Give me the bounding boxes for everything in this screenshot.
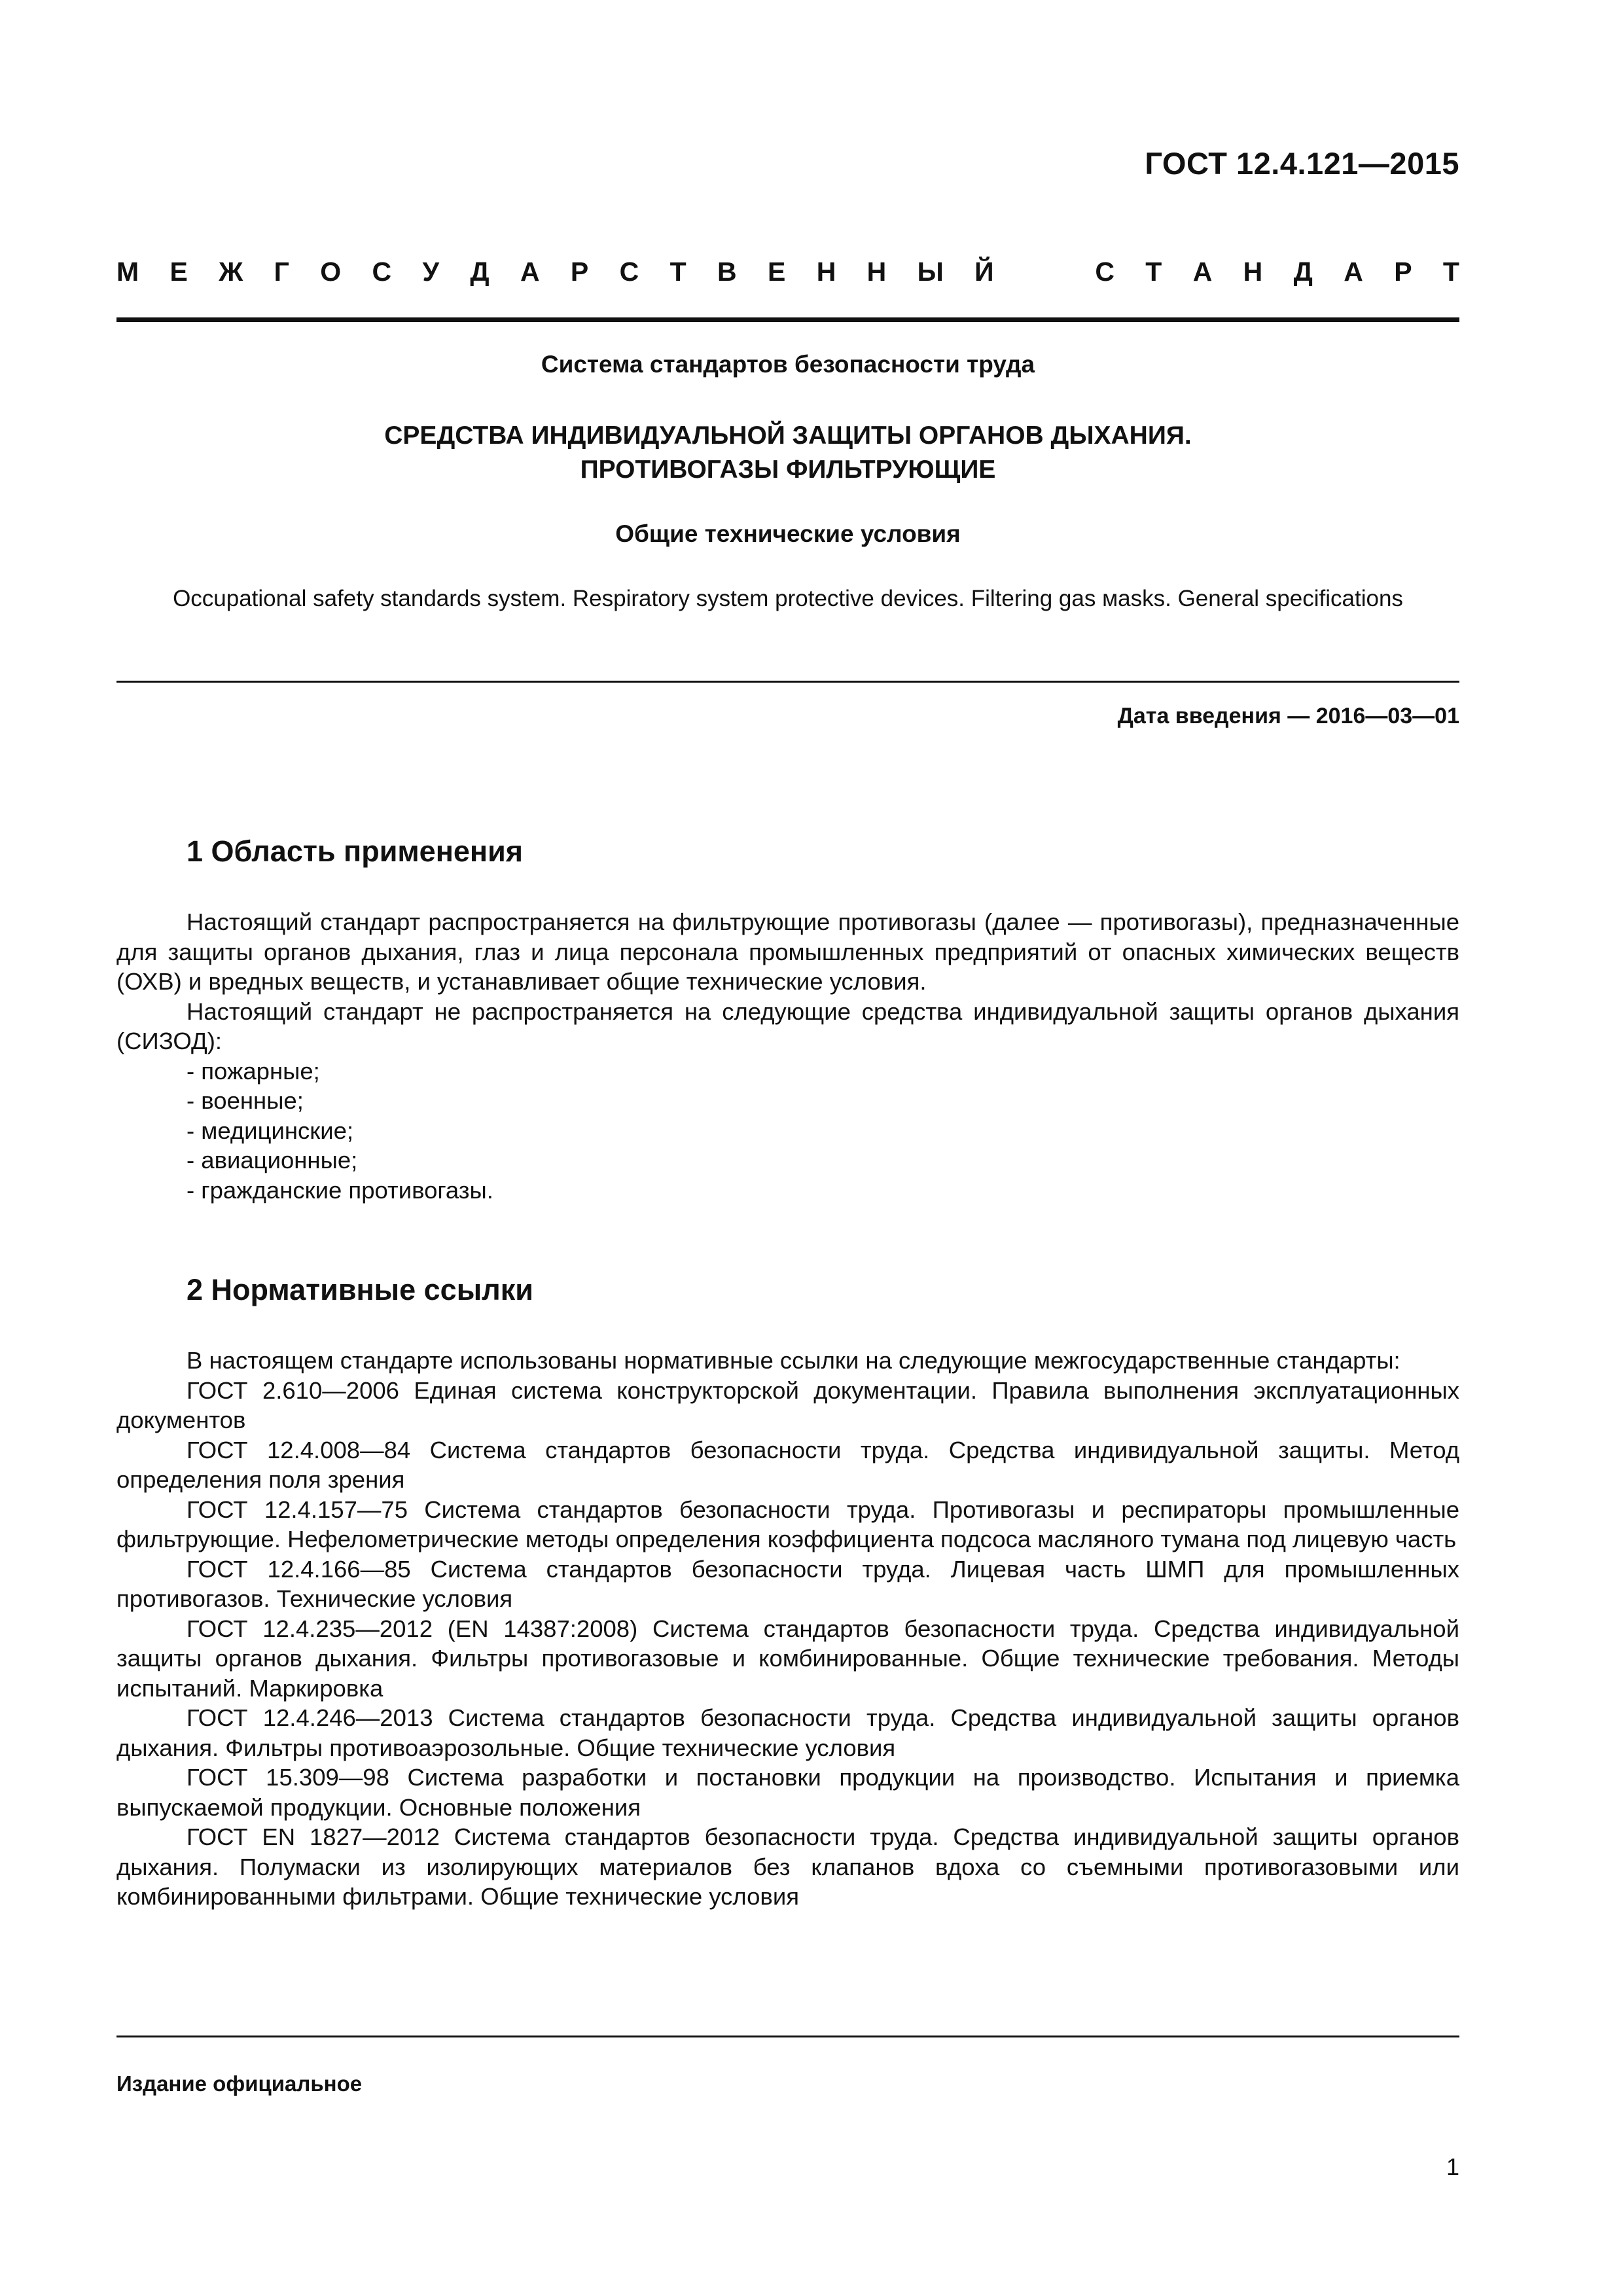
- standard-type-letter: А: [520, 257, 540, 287]
- standard-type-letter: Е: [767, 257, 786, 287]
- series-title: Система стандартов безопасности труда: [541, 351, 1035, 378]
- standard-type-letter: А: [1192, 257, 1213, 287]
- reference-item: ГОСТ 12.4.235—2012 (EN 14387:2008) Система стандартов безопасности труда. Средства индивидуальной защиты органов дыхания. Фильтры противогазовые и комбинированные. Общие технические требования. Методы испытаний. Маркировка: [116, 1615, 1459, 1702]
- standard-type-letter: С: [619, 257, 639, 287]
- list-item: - гражданские противогазы.: [187, 1175, 1459, 1206]
- standard-type-line: [116, 257, 1459, 287]
- header-rule: [116, 317, 1459, 322]
- list-item: - медицинские;: [187, 1116, 1459, 1146]
- section-1-paragraph: Настоящий стандарт не распространяется на следующие средства индивидуальной защиты органов дыхания (СИЗОД):: [116, 997, 1459, 1054]
- standard-type-letter: Й: [974, 257, 994, 287]
- standard-type-letter: А: [1344, 257, 1363, 287]
- standard-number: ГОСТ 12.4.121—2015: [1145, 146, 1459, 181]
- introduction-date: Дата введения — 2016—03—01: [1117, 704, 1459, 728]
- official-edition-label: Издание официальное: [116, 2072, 363, 2096]
- document-subtitle: Общие технические условия: [615, 520, 961, 547]
- section-2-body: [116, 1346, 1459, 1912]
- standard-type-letter: Ж: [219, 257, 243, 287]
- standard-type-letter: О: [320, 257, 342, 287]
- word-gap: [1025, 257, 1064, 287]
- standard-type-letter: Д: [1293, 257, 1313, 287]
- standard-type-letter: Д: [470, 257, 490, 287]
- list-item: - военные;: [187, 1086, 1459, 1116]
- standard-type-letter: Ы: [917, 257, 944, 287]
- english-title: Occupational safety standards system. Respiratory system protective devices. Filtering gas маsks. General specifications: [173, 586, 1403, 611]
- section-1-paragraph: Настоящий стандарт распространяется на фильтрующие противогазы (далее — противогазы), предназначенные для защиты органов дыхания, глаз и лица персонала промышленных предприятий от опасных химических веществ (ОХВ) и вредных веществ, и устанавливает общие технические условия.: [116, 908, 1459, 995]
- reference-item: ГОСТ 12.4.246—2013 Система стандартов безопасности труда. Средства индивидуальной защиты органов дыхания. Фильтры противоаэрозольные. Общие технические условия: [116, 1704, 1459, 1761]
- section-2-intro: В настоящем стандарте использованы нормативные ссылки на следующие межгосударственные стандарты:: [187, 1347, 1400, 1374]
- reference-item: ГОСТ EN 1827—2012 Система стандартов безопасности труда. Средства индивидуальной защиты органов дыхания. Полумаски из изолирующих материалов без клапанов вдоха со съемными противогазовыми или комбинированными фильтрами. Общие технические условия: [116, 1823, 1459, 1910]
- standard-type-letter: М: [116, 257, 139, 287]
- standard-type-letter: Г: [274, 257, 289, 287]
- section-1-body: [116, 907, 1459, 1205]
- reference-item: ГОСТ 12.4.157—75 Система стандартов безопасности труда. Противогазы и респираторы промышленные фильтрующие. Нефелометрические методы определения коэффициента подсоса масляного тумана под лицевую часть: [116, 1496, 1459, 1552]
- footer-rule: [116, 2036, 1459, 2037]
- standard-type-letter: Т: [1145, 257, 1162, 287]
- standard-type-letter: Е: [169, 257, 188, 287]
- standard-type-letter: Н: [816, 257, 836, 287]
- standard-type-letter: В: [717, 257, 737, 287]
- document-title: [116, 419, 1459, 487]
- standard-type-letter: С: [1095, 257, 1115, 287]
- standard-type-letter: Р: [1394, 257, 1412, 287]
- standard-type-letter: Т: [669, 257, 687, 287]
- standard-type-letter: Н: [866, 257, 887, 287]
- document-title-line-2: ПРОТИВОГАЗЫ ФИЛЬТРУЮЩИЕ: [580, 456, 996, 484]
- section-1-heading: 1 Область применения: [187, 834, 524, 868]
- standard-type-letter: С: [372, 257, 392, 287]
- standard-type-letter: Р: [570, 257, 589, 287]
- reference-item: ГОСТ 15.309—98 Система разработки и постановки продукции на производство. Испытания и приемка выпускаемой продукции. Основные положения: [116, 1764, 1459, 1821]
- document-title-line-1: СРЕДСТВА ИНДИВИДУАЛЬНОЙ ЗАЩИТЫ ОРГАНОВ ДЫХАНИЯ.: [384, 422, 1192, 450]
- list-item: - пожарные;: [187, 1056, 1459, 1086]
- exclusions-list: [116, 1056, 1459, 1206]
- standard-type-letter: Т: [1442, 257, 1459, 287]
- section-2-heading: 2 Нормативные ссылки: [187, 1273, 533, 1306]
- standard-type-letter: Н: [1243, 257, 1263, 287]
- page-number: 1: [1446, 2153, 1459, 2180]
- title-bottom-rule: [116, 681, 1459, 683]
- reference-item: ГОСТ 2.610—2006 Единая система конструкторской документации. Правила выполнения эксплуатационных документов: [116, 1376, 1459, 1433]
- reference-item: ГОСТ 12.4.166—85 Система стандартов безопасности труда. Лицевая часть ШМП для промышленных противогазов. Технические условия: [116, 1555, 1459, 1612]
- list-item: - авиационные;: [187, 1145, 1459, 1175]
- reference-item: ГОСТ 12.4.008—84 Система стандартов безопасности труда. Средства индивидуальной защиты. Метод определения поля зрения: [116, 1436, 1459, 1493]
- standard-type-letter: У: [422, 257, 440, 287]
